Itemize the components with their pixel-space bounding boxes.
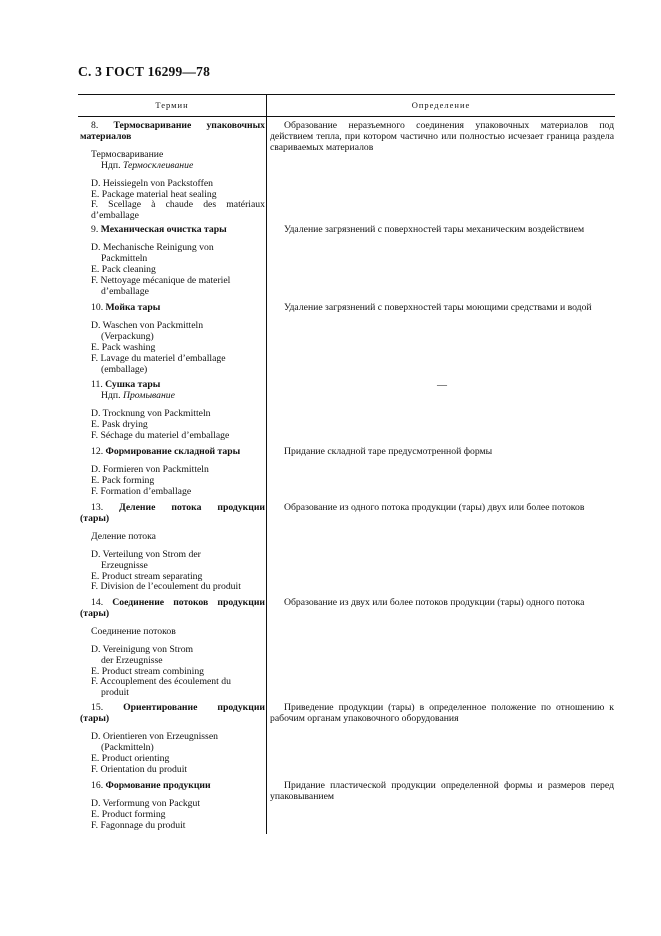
ndp-label: Ндп.	[101, 159, 121, 171]
table-header-rule	[78, 116, 615, 117]
term-de: D. Formieren von Packmitteln	[91, 463, 209, 475]
term-entry-15	[80, 703, 265, 775]
term-de: D. Waschen von Packmitteln	[91, 319, 204, 331]
definition-9: Удаление загрязнений с поверхностей тары механическим воздействием	[284, 224, 585, 235]
term-title-cont: материалов	[80, 130, 132, 142]
term-title: Ориентирование продукции	[123, 702, 265, 713]
term-title: Мойка тары	[105, 302, 161, 313]
term-de: D. Orientieren von Erzeugnissen	[91, 730, 218, 742]
term-fr: F. Scellage à chaude des matériaux	[91, 199, 265, 211]
term-de: D. Heissiegeln von Packstoffen	[91, 177, 213, 189]
term-de-cont: Erzeugnisse	[101, 559, 148, 571]
term-title: Термосваривание упаковочных	[113, 120, 265, 131]
page-header: С. 3 ГОСТ 16299—78	[78, 64, 211, 79]
term-entry-12	[80, 447, 265, 498]
term-de: D. Trocknung von Packmitteln	[91, 407, 211, 419]
definition-8: Образование неразъемного соединения упаковочных материалов под действием тепла, при котором частично или полностью исчезает граница раздела свариваемых материалов	[270, 120, 614, 153]
term-fr-cont: produit	[101, 687, 129, 699]
term-en: E. Pask drying	[91, 418, 148, 430]
term-entry-16	[80, 781, 265, 832]
term-de: D. Mechanische Reinigung von	[91, 241, 214, 253]
term-de-cont: (Verpackung)	[101, 330, 154, 342]
term-de: D. Vereinigung von Strom	[91, 643, 194, 655]
term-de-cont: Packmitteln	[101, 252, 148, 264]
definition-12: Придание складной таре предусмотренной формы	[284, 446, 493, 457]
term-title: Соединение потоков продукции	[112, 597, 265, 608]
term-title: Деление потока продукции	[119, 502, 265, 513]
term-fr: F. Orientation du produit	[91, 763, 188, 775]
definition-11: —	[437, 380, 447, 391]
term-en: E. Product stream separating	[91, 570, 203, 582]
term-fr-cont: d’emballage	[91, 210, 139, 222]
term-title-cont: (тары)	[80, 607, 110, 619]
term-fr: F. Accouplement des écoulement du	[91, 676, 231, 688]
entry-number: 12.	[91, 446, 104, 457]
term-fr: F. Nettoyage mécanique de materiel	[91, 274, 231, 286]
entry-number: 8.	[91, 120, 99, 131]
term-title: Формование продукции	[105, 780, 211, 791]
term-en: E. Product forming	[91, 808, 166, 820]
column-header-term: Термин	[155, 100, 189, 110]
term-en: E. Product orienting	[91, 752, 170, 764]
short-term: Деление потока	[91, 530, 156, 542]
term-fr-cont: (emballage)	[101, 363, 148, 375]
term-de: D. Verformung von Packgut	[91, 797, 201, 809]
term-title-cont: (тары)	[80, 712, 110, 724]
term-fr-cont: d’emballage	[101, 285, 149, 297]
term-fr: F. Division de l’ecoulement du produit	[91, 581, 241, 593]
term-en: E. Pack cleaning	[91, 263, 156, 275]
term-fr: F. Lavage du materiel d’emballage	[91, 352, 226, 364]
term-de-cont: der Erzeugnisse	[101, 654, 163, 666]
definition-16: Придание пластической продукции определенной формы и размеров перед упаковыванием	[270, 780, 614, 802]
definition-10: Удаление загрязнений с поверхностей тары моющими средствами и водой	[284, 302, 592, 313]
term-entry-11	[80, 380, 265, 442]
term-title: Механическая очистка тары	[100, 224, 227, 235]
short-term: Термосваривание	[91, 148, 164, 160]
definition-15: Приведение продукции (тары) в определенное положение по отношению к рабочим органам упаковочного оборудования	[270, 702, 614, 724]
short-term: Соединение потоков	[91, 625, 176, 637]
term-en: E. Package material heat sealing	[91, 188, 217, 200]
ndp-term: Термосклеивание	[122, 159, 194, 171]
ndp-label: Ндп.	[101, 389, 121, 401]
term-entry-9	[80, 225, 265, 297]
term-de: D. Verteilung von Strom der	[91, 548, 201, 560]
entry-number: 14.	[91, 597, 104, 608]
definition-14: Образование из двух или более потоков продукции (тары) одного потока	[284, 597, 585, 608]
term-entry-8	[80, 121, 265, 222]
entry-number: 9.	[91, 224, 99, 235]
entry-number: 10.	[91, 302, 104, 313]
term-en: E. Pack forming	[91, 474, 155, 486]
entry-number: 13.	[91, 502, 104, 513]
term-fr: F. Séchage du materiel d’emballage	[91, 429, 230, 441]
column-header-definition: Определение	[411, 100, 471, 110]
entry-number: 16.	[91, 780, 104, 791]
term-en: E. Pack washing	[91, 341, 156, 353]
term-de-cont: (Packmitteln)	[101, 741, 154, 753]
definition-13: Образование из одного потока продукции (тары) двух или более потоков	[284, 502, 585, 513]
term-entry-10	[80, 303, 265, 375]
ndp-term: Промывание	[122, 389, 175, 401]
term-entry-13	[80, 503, 265, 593]
entry-number: 15.	[91, 702, 104, 713]
term-title: Сушка тары	[105, 379, 161, 390]
column-divider	[266, 94, 267, 834]
term-fr: F. Fagonnage du produit	[91, 819, 186, 831]
term-title: Формирование складной тары	[105, 446, 241, 457]
term-entry-14	[80, 598, 265, 699]
term-title-cont: (тары)	[80, 512, 110, 524]
term-en: E. Product stream combining	[91, 665, 205, 677]
term-fr: F. Formation d’emballage	[91, 485, 192, 497]
entry-number: 11.	[91, 379, 103, 390]
